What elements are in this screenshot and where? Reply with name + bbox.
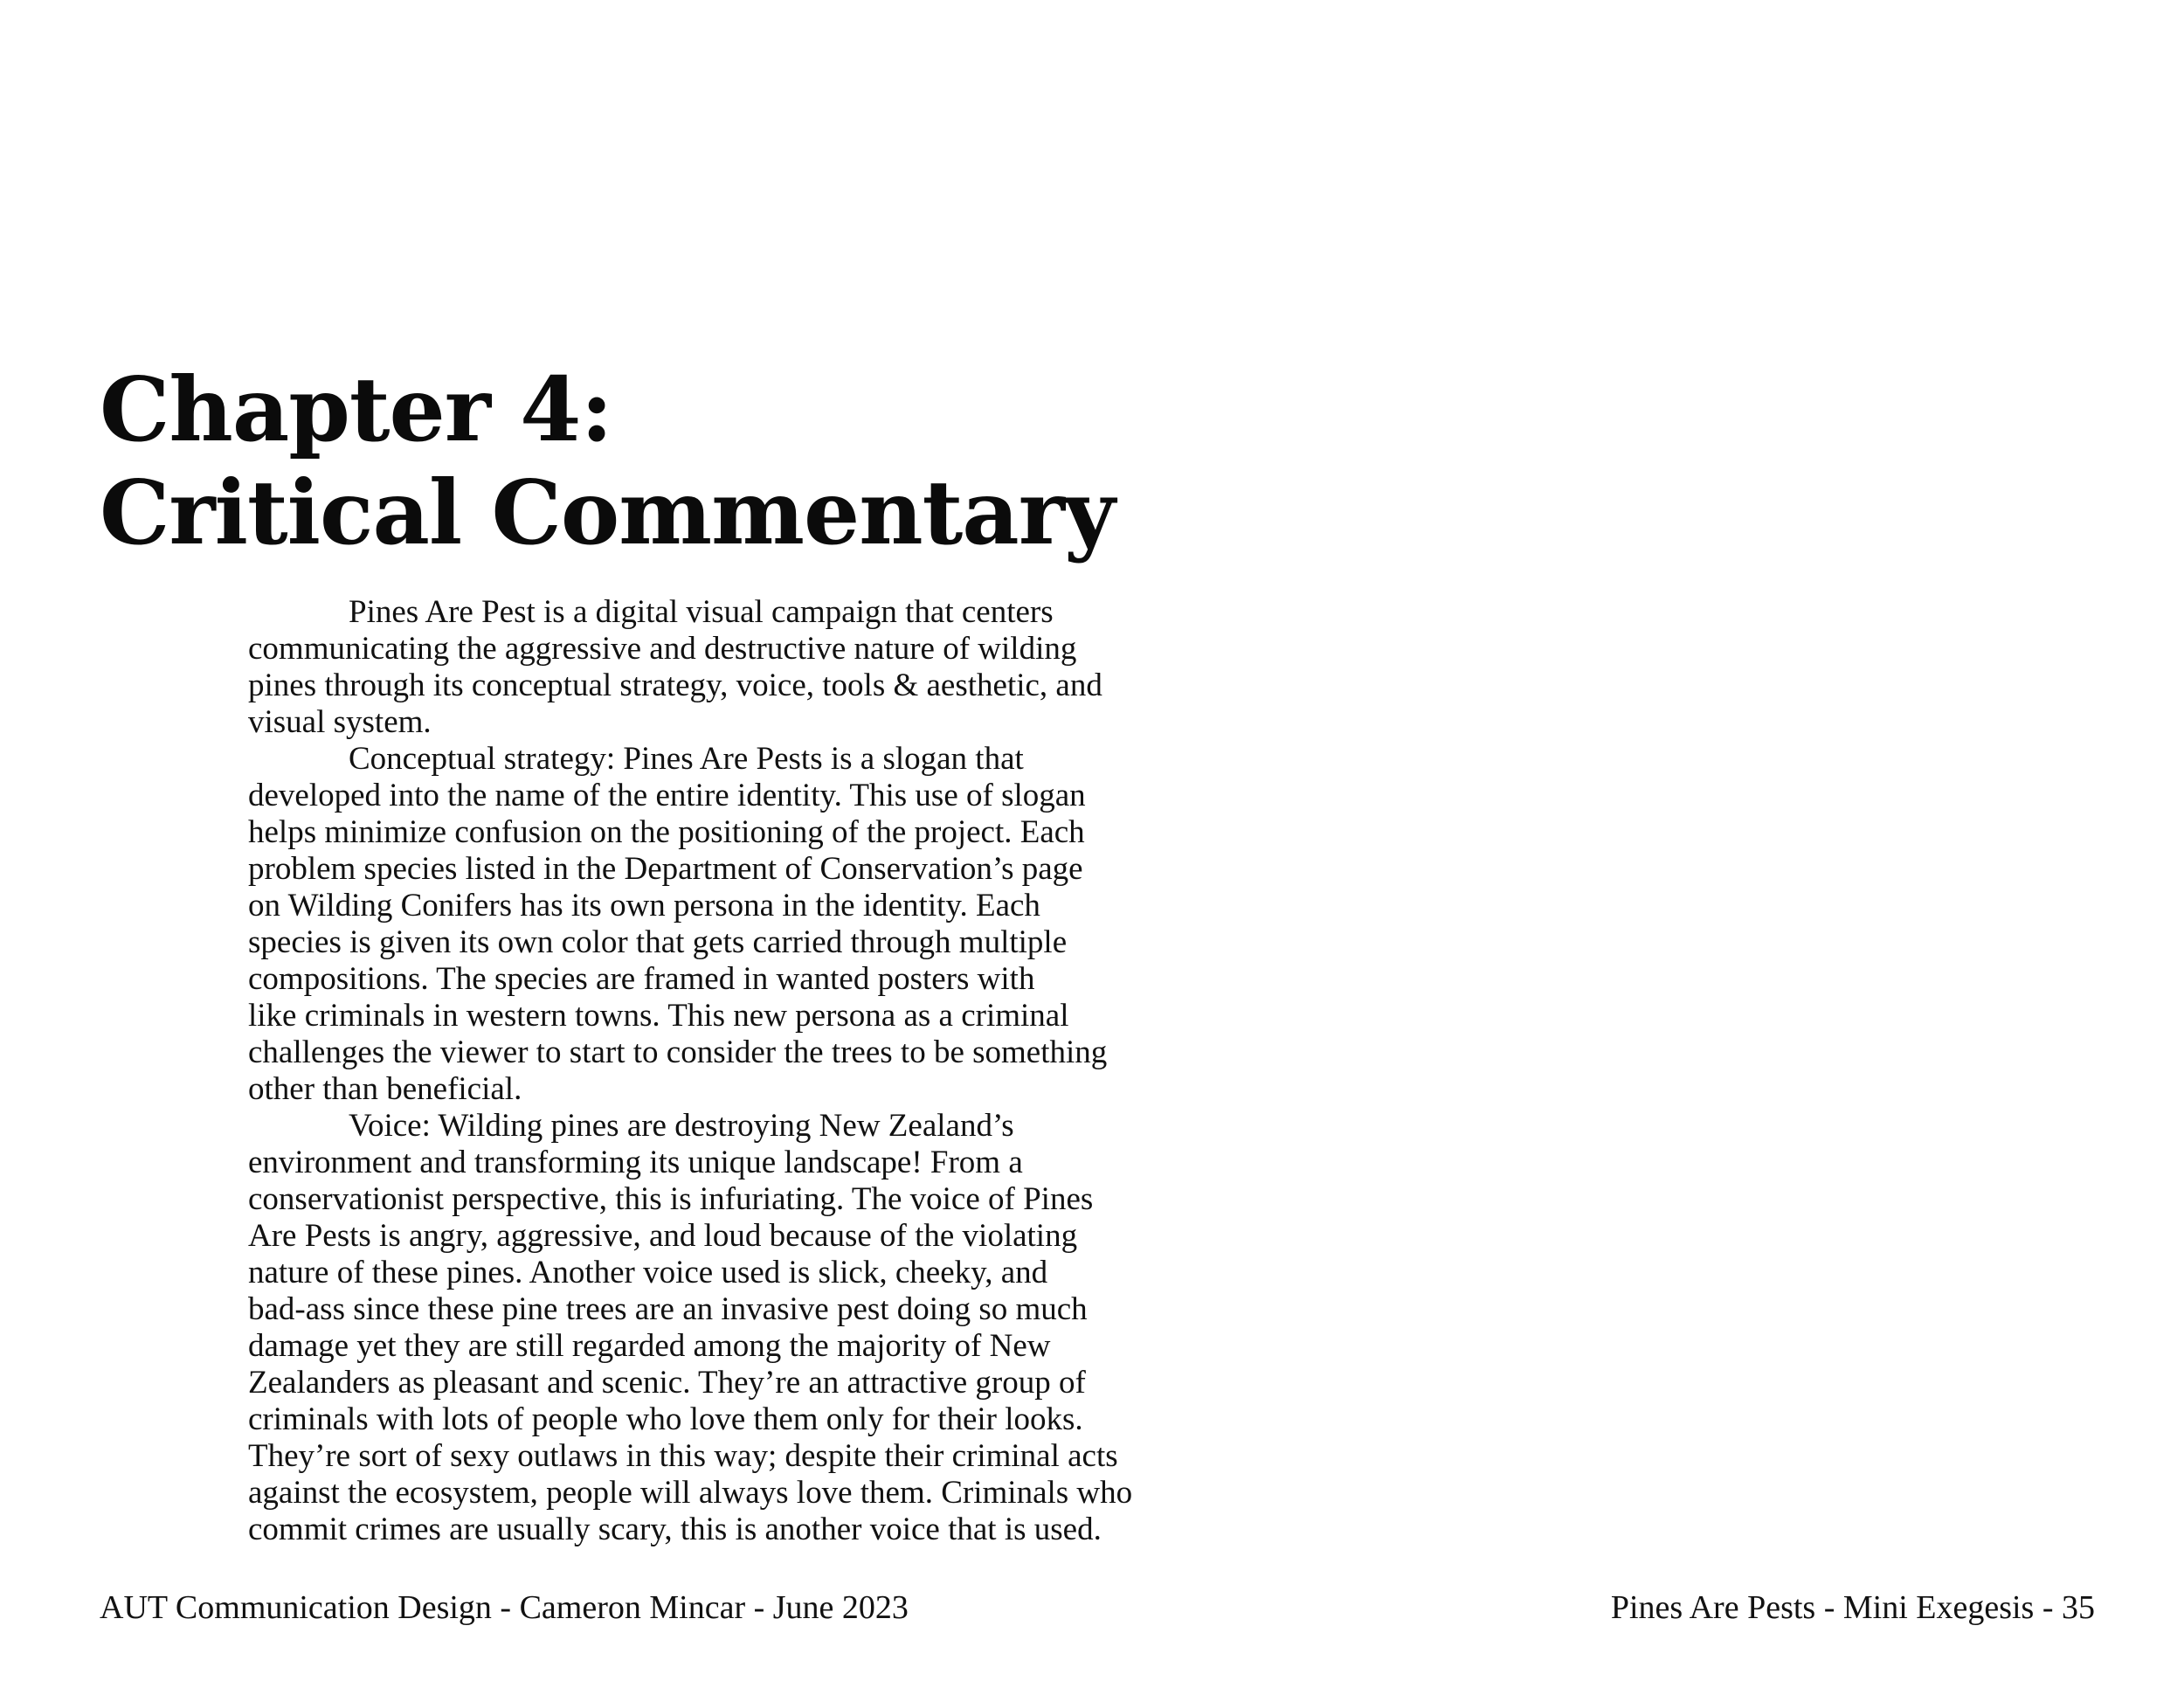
text-line: helps minimize confusion on the positioning of the project. Each (248, 814, 1085, 850)
text-line: other than beneficial. (248, 1071, 522, 1107)
text-line: species is given its own color that gets carried through multiple (248, 924, 1068, 960)
text-line: pines through its conceptual strategy, voice, tools & aesthetic, and (248, 668, 1102, 703)
text-line: Zealanders as pleasant and scenic. They’re an attractive group of (248, 1365, 1086, 1401)
text-line: communicating the aggressive and destructive nature of wilding (248, 631, 1077, 667)
footer-page-number: Pines Are Pests - Mini Exegesis - 35 (1610, 1589, 2095, 1626)
text-line: Conceptual strategy: Pines Are Pests is a slogan that (349, 741, 1024, 777)
text-line: against the ecosystem, people will always love them. Criminals who (248, 1475, 1133, 1511)
text-line: challenges the viewer to start to consider the trees to be something (248, 1034, 1108, 1070)
text-line: developed into the name of the entire identity. This use of slogan (248, 778, 1086, 813)
text-line: damage yet they are still regarded among the majority of New (248, 1328, 1051, 1364)
body-text (248, 594, 1314, 1548)
chapter-heading-line-2: Critical Commentary (100, 460, 1115, 564)
text-line: conservationist perspective, this is infuriating. The voice of Pines (248, 1181, 1094, 1217)
chapter-title (100, 358, 1115, 564)
text-line: Pines Are Pest is a digital visual campaign that centers (349, 594, 1054, 630)
text-line: on Wilding Conifers has its own persona in the identity. Each (248, 888, 1040, 924)
paragraph-conceptual-strategy (248, 741, 1314, 1108)
text-line: They’re sort of sexy outlaws in this way; despite their criminal acts (248, 1438, 1118, 1474)
footer-credit: AUT Communication Design - Cameron Mincar - June 2023 (100, 1589, 909, 1626)
text-line: commit crimes are usually scary, this is another voice that is used. (248, 1512, 1102, 1547)
text-line: compositions. The species are framed in wanted posters with (248, 961, 1035, 997)
text-line: bad-ass since these pine trees are an invasive pest doing so much (248, 1291, 1088, 1327)
paragraph-voice (248, 1108, 1314, 1548)
text-line: problem species listed in the Department of Conservation’s page (248, 851, 1083, 887)
text-line: criminals with lots of people who love them only for their looks. (248, 1401, 1083, 1437)
text-line: Are Pests is angry, aggressive, and loud because of the violating (248, 1218, 1078, 1254)
text-line: nature of these pines. Another voice used is slick, cheeky, and (248, 1255, 1048, 1290)
text-line: environment and transforming its unique landscape! From a (248, 1145, 1023, 1180)
paragraph-intro (248, 594, 1314, 741)
chapter-heading-line-1: Chapter 4: (100, 357, 612, 461)
text-line: Voice: Wilding pines are destroying New Zealand’s (349, 1108, 1014, 1144)
text-line: like criminals in western towns. This new persona as a criminal (248, 998, 1069, 1034)
text-line: visual system. (248, 704, 432, 740)
